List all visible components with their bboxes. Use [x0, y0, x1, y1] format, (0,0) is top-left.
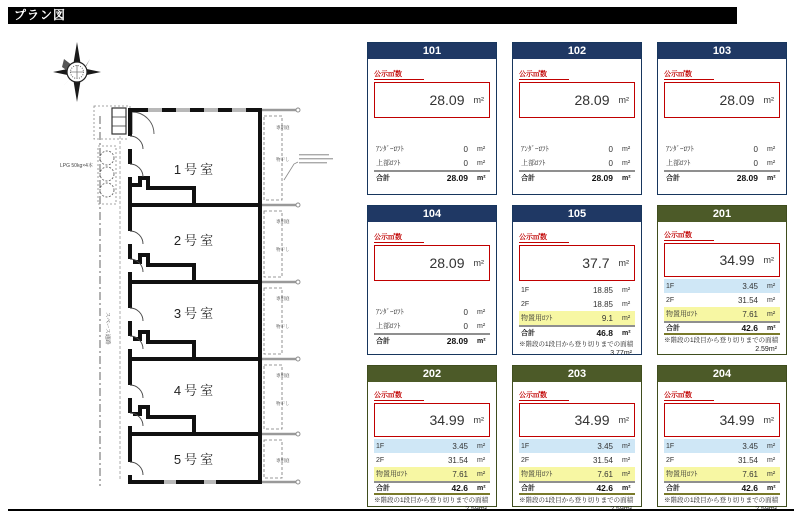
room-label-1: 1号室 [173, 162, 217, 177]
area-label: 公示㎡数 [519, 70, 569, 80]
area-label: 公示㎡数 [664, 231, 714, 241]
total-unit: m² [767, 174, 776, 182]
total-unit: m² [767, 484, 776, 492]
note-value: 3.77m² [610, 350, 632, 358]
total-label: 合計 [666, 175, 680, 182]
total-value: 42.6 [596, 483, 613, 493]
laundry-label: 物干し [276, 247, 290, 252]
area-row: 1F 3.45 m² [664, 279, 780, 293]
total-label: 合計 [666, 325, 680, 332]
total-row [664, 481, 780, 495]
area-breakdown [664, 279, 780, 321]
area-label: 公示㎡数 [664, 391, 714, 401]
area-row: ｱﾝﾀﾞｰﾛﾌﾄ 0 m² [376, 307, 486, 317]
unit-card [657, 205, 787, 355]
area-breakdown [519, 283, 635, 325]
official-area-box [374, 82, 490, 118]
walkway-label: スペース通路 [104, 312, 110, 345]
area-row: 上部ﾛﾌﾄ 0 m² [666, 158, 776, 168]
area-row: 2F 31.54 m² [376, 455, 486, 465]
total-value: 42.6 [451, 483, 468, 493]
garden-label: 専用庭 [276, 296, 290, 301]
total-row [664, 321, 780, 335]
note-text: ※階段の1段目から登り切りまでの面積 [374, 497, 489, 504]
total-row [374, 333, 490, 347]
stair-area-note [519, 497, 635, 515]
area-unit: m² [618, 415, 629, 425]
page-title: プラン図 [8, 7, 737, 24]
unit-card [512, 205, 642, 358]
total-label: 合計 [376, 338, 390, 345]
area-breakdown [664, 439, 780, 481]
area-row: 上部ﾛﾌﾄ 0 m² [376, 158, 486, 168]
total-value: 46.8 [596, 328, 613, 338]
laundry-label: 物干し [276, 324, 290, 329]
official-area-value: 28.09 [429, 92, 465, 108]
lpg-storage [60, 146, 116, 204]
unit-number: 102 [513, 43, 641, 59]
laundry-label: 物干し [276, 401, 290, 406]
area-label: 公示㎡数 [519, 391, 569, 401]
official-area-value: 37.7 [582, 255, 610, 271]
unit-number: 105 [513, 206, 641, 222]
total-unit: m² [622, 329, 631, 337]
laundry-label: 物干し [276, 157, 290, 162]
note-text: ※階段の1段目から登り切りまでの面積 [664, 337, 779, 344]
unit-card-body [513, 59, 641, 186]
area-row: 1F 3.45 m² [664, 439, 780, 453]
official-area-value: 28.09 [429, 255, 465, 271]
area-breakdown [519, 142, 635, 170]
page-bottom-rule [8, 509, 794, 511]
total-unit: m² [477, 174, 486, 182]
total-value: 42.6 [741, 323, 758, 333]
unit-card-body [658, 222, 786, 357]
stair-area-note [374, 497, 490, 515]
area-label: 公示㎡数 [519, 233, 569, 243]
stair-area-note [519, 341, 635, 359]
area-breakdown [374, 142, 490, 170]
area-label: 公示㎡数 [374, 70, 424, 80]
room-label-4: 4号室 [173, 383, 217, 398]
area-row: 1F 3.45 m² [519, 439, 635, 453]
area-row: 2F 31.54 m² [666, 455, 776, 465]
total-label: 合計 [376, 175, 390, 182]
area-unit: m² [618, 95, 629, 105]
area-row: 2F 31.54 m² [521, 455, 631, 465]
official-area-value: 28.09 [574, 92, 610, 108]
area-unit: m² [763, 415, 774, 425]
room-label-2: 2号室 [173, 233, 217, 248]
area-row: 物置用ﾛﾌﾄ 7.61 m² [519, 467, 635, 481]
garden-label: 専用庭 [276, 125, 290, 130]
area-row: 上部ﾛﾌﾄ 0 m² [521, 158, 631, 168]
unit-card [367, 205, 497, 355]
unit-number: 202 [368, 366, 496, 382]
area-unit: m² [618, 258, 629, 268]
area-breakdown [374, 305, 490, 333]
unit-number: 204 [658, 366, 786, 382]
total-row [519, 170, 635, 184]
official-area-value: 28.09 [719, 92, 755, 108]
total-row [519, 481, 635, 495]
unit-card [512, 42, 642, 195]
floor-plan [36, 28, 356, 510]
official-area-value: 34.99 [574, 412, 610, 428]
area-unit: m² [473, 415, 484, 425]
area-unit: m² [763, 95, 774, 105]
unit-card [512, 365, 642, 507]
area-unit: m² [763, 255, 774, 265]
unit-number: 101 [368, 43, 496, 59]
total-unit: m² [767, 324, 776, 332]
total-unit: m² [477, 337, 486, 345]
area-row: 2F 18.85 m² [521, 299, 631, 309]
official-area-value: 34.99 [719, 252, 755, 268]
area-unit: m² [473, 95, 484, 105]
official-area-box [664, 82, 780, 118]
area-row: 上部ﾛﾌﾄ 0 m² [376, 321, 486, 331]
unit-card [657, 42, 787, 195]
area-row: 物置用ﾛﾌﾄ 7.61 m² [374, 467, 490, 481]
area-row: 2F 31.54 m² [666, 295, 776, 305]
room-label-3: 3号室 [173, 306, 217, 321]
total-label: 合計 [376, 485, 390, 492]
floor-plan-drawing [36, 28, 356, 514]
area-row: 物置用ﾛﾌﾄ 7.61 m² [664, 467, 780, 481]
unit-number: 103 [658, 43, 786, 59]
unit-card-body [368, 382, 496, 517]
total-row [519, 325, 635, 339]
total-label: 合計 [521, 175, 535, 182]
area-breakdown [664, 142, 780, 170]
total-row [374, 170, 490, 184]
note-value: 2.59m² [755, 346, 777, 354]
official-area-value: 34.99 [429, 412, 465, 428]
area-row: 1F 3.45 m² [374, 439, 490, 453]
total-value: 28.09 [446, 336, 468, 346]
area-breakdown [374, 439, 490, 481]
area-row: ｱﾝﾀﾞｰﾛﾌﾄ 0 m² [376, 144, 486, 154]
unit-card-body [513, 382, 641, 517]
official-area-box [519, 403, 635, 437]
total-unit: m² [622, 484, 631, 492]
total-label: 合計 [666, 485, 680, 492]
unit-card-body [513, 222, 641, 361]
official-area-box [374, 403, 490, 437]
area-row: 物置用ﾛﾌﾄ 9.1 m² [519, 311, 635, 325]
area-unit: m² [473, 258, 484, 268]
official-area-box [664, 243, 780, 277]
official-area-box [519, 245, 635, 281]
official-area-box [374, 245, 490, 281]
lpg-label: LPG 50kg×4本 [60, 163, 93, 169]
note-text: ※階段の1段目から登り切りまでの面積 [519, 341, 634, 348]
total-row [374, 481, 490, 495]
total-unit: m² [477, 484, 486, 492]
official-area-box [519, 82, 635, 118]
unit-number: 201 [658, 206, 786, 222]
area-row: ｱﾝﾀﾞｰﾛﾌﾄ 0 m² [521, 144, 631, 154]
unit-number: 104 [368, 206, 496, 222]
total-label: 合計 [521, 330, 535, 337]
total-value: 28.09 [591, 173, 613, 183]
unit-card [657, 365, 787, 507]
area-row: 物置用ﾛﾌﾄ 7.61 m² [664, 307, 780, 321]
note-text: ※階段の1段目から登り切りまでの面積 [664, 497, 779, 504]
area-label: 公示㎡数 [374, 391, 424, 401]
garden-label: 専用庭 [276, 373, 290, 378]
garden-label: 専用庭 [276, 458, 290, 463]
room-label-5: 5号室 [173, 452, 217, 467]
stair-area-note [664, 497, 780, 515]
unit-card [367, 42, 497, 195]
unit-card-grid [367, 42, 787, 507]
area-row: 1F 18.85 m² [521, 285, 631, 295]
unit-card-body [368, 222, 496, 349]
unit-number: 203 [513, 366, 641, 382]
garden-label: 専用庭 [276, 219, 290, 224]
compass-icon [53, 42, 101, 102]
official-area-box [664, 403, 780, 437]
note-text: ※階段の1段目から登り切りまでの面積 [519, 497, 634, 504]
official-area-value: 34.99 [719, 412, 755, 428]
total-row [664, 170, 780, 184]
unit-card-body [368, 59, 496, 186]
area-label: 公示㎡数 [664, 70, 714, 80]
stair-area-note [664, 337, 780, 355]
area-label: 公示㎡数 [374, 233, 424, 243]
total-unit: m² [622, 174, 631, 182]
unit-card-body [658, 59, 786, 186]
total-value: 28.09 [736, 173, 758, 183]
unit-card-body [658, 382, 786, 517]
total-value: 42.6 [741, 483, 758, 493]
total-label: 合計 [521, 485, 535, 492]
area-breakdown [519, 439, 635, 481]
area-row: ｱﾝﾀﾞｰﾛﾌﾄ 0 m² [666, 144, 776, 154]
leader-annotation [284, 154, 333, 180]
unit-card [367, 365, 497, 507]
total-value: 28.09 [446, 173, 468, 183]
